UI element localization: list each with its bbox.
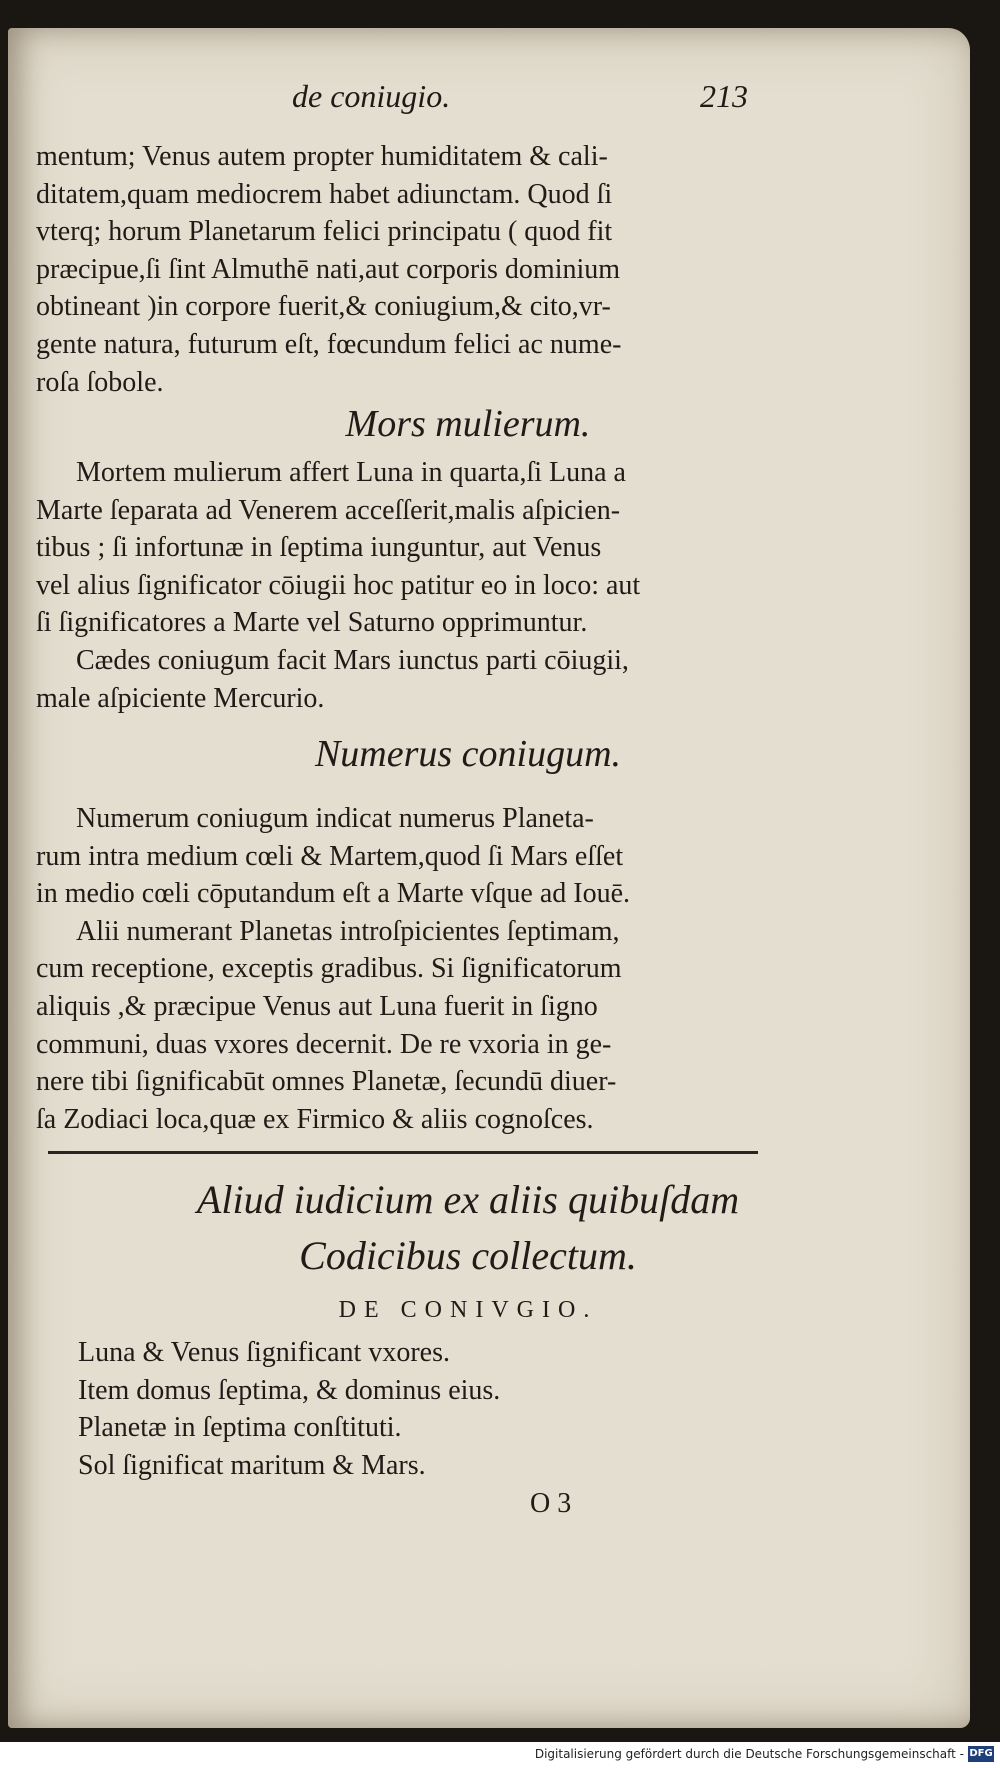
text-line: nere tibi ſignificabūt omnes Planetæ, ſecundū diuer-: [36, 1066, 617, 1098]
text-line: in medio cœli cōputandum eſt a Marte vſque ad Iouē.: [36, 878, 631, 910]
paragraph-text: [36, 454, 760, 642]
footer-bar: [0, 1742, 1000, 1768]
text-line: Marte ſeparata ad Venerem acceſſerit,malis aſpicien-: [36, 494, 621, 526]
running-head: [0, 78, 1000, 122]
paragraph-1: [36, 138, 760, 401]
text-line: obtineant )in corpore fuerit,& coniugium,& cito,vr-: [36, 291, 611, 323]
text-line: cum receptione, exceptis gradibus. Si ſignificatorum: [36, 953, 622, 985]
section-divider: [48, 1151, 758, 1154]
text-line: Cædes coniugum facit Mars iunctus parti cōiugii,: [76, 644, 629, 676]
footer-credit: Digitalisierung gefördert durch die Deutsche Forschungsgemeinschaft -: [534, 1747, 964, 1761]
paragraph-2: [36, 454, 760, 717]
text-line: Mortem mulierum affert Luna in quarta,ſi Luna a: [76, 457, 626, 488]
text-line: Numerum coniugum indicat numerus Planeta-: [76, 803, 594, 834]
paragraph-text: [36, 800, 760, 913]
section-heading-aliud: [0, 1172, 968, 1284]
running-head-title: de coniugio.: [292, 78, 451, 114]
text-line: communi, duas vxores decernit. De re vxoria in ge-: [36, 1028, 612, 1060]
section-heading-mors: Mors mulierum.: [345, 403, 591, 445]
list-item: Luna & Venus ſignificant vxores.: [78, 1337, 450, 1368]
text-line: rum intra medium cœli & Martem,quod ſi Mars eſſet: [36, 840, 624, 872]
page-number: 213: [700, 78, 748, 114]
text-line: ſa Zodiaci loca,quæ ex Firmico & aliis cognoſces.: [36, 1103, 594, 1135]
rules-list: [78, 1334, 500, 1484]
subheading-de-coniugio: DE CONIVGIO.: [338, 1297, 598, 1323]
list-item: Planetæ in ſeptima conſtituti.: [78, 1412, 402, 1444]
paragraph-text: [36, 138, 760, 401]
signature-mark: O 3: [530, 1488, 572, 1519]
paragraph-text: [36, 913, 760, 1139]
text-line: male aſpiciente Mercurio.: [36, 682, 325, 714]
list-item: Sol ſignificat maritum & Mars.: [78, 1449, 426, 1481]
text-line: aliquis ,& præcipue Venus aut Luna fuerit in ſigno: [36, 990, 598, 1022]
text-line: ditatem,quam mediocrem habet adiunctam. Quod ſi: [36, 178, 613, 210]
text-line: vel alius ſignificator cōiugii hoc patitur eo in loco: aut: [36, 569, 641, 601]
text-line: Alii numerant Planetas introſpicientes ſeptimam,: [76, 915, 620, 947]
paragraph-text: [36, 642, 760, 717]
text-line: ſi ſignificatores a Marte vel Saturno opprimuntur.: [36, 607, 588, 639]
text-line: gente natura, futurum eſt, fœcundum felici ac nume-: [36, 328, 622, 360]
text-line: tibus ; ſi infortunæ in ſeptima iunguntur, aut Venus: [36, 532, 602, 564]
heading-line: Aliud iudicium ex aliis quibuſdam: [196, 1177, 740, 1222]
text-line: roſa ſobole.: [36, 366, 164, 398]
list-item: Item domus ſeptima, & dominus eius.: [78, 1374, 501, 1406]
section-heading-numerus: Numerus coniugum.: [314, 733, 622, 775]
dfg-logo: DFG: [968, 1746, 994, 1762]
heading-line: Codicibus collectum.: [299, 1233, 637, 1278]
text-line: præcipue,ſi ſint Almuthē nati,aut corporis dominium: [36, 253, 621, 285]
text-line: vterq; horum Planetarum felici principatu ( quod fit: [36, 216, 613, 248]
paragraph-4: [36, 800, 760, 1138]
text-line: mentum; Venus autem propter humiditatem & cali-: [36, 141, 608, 172]
